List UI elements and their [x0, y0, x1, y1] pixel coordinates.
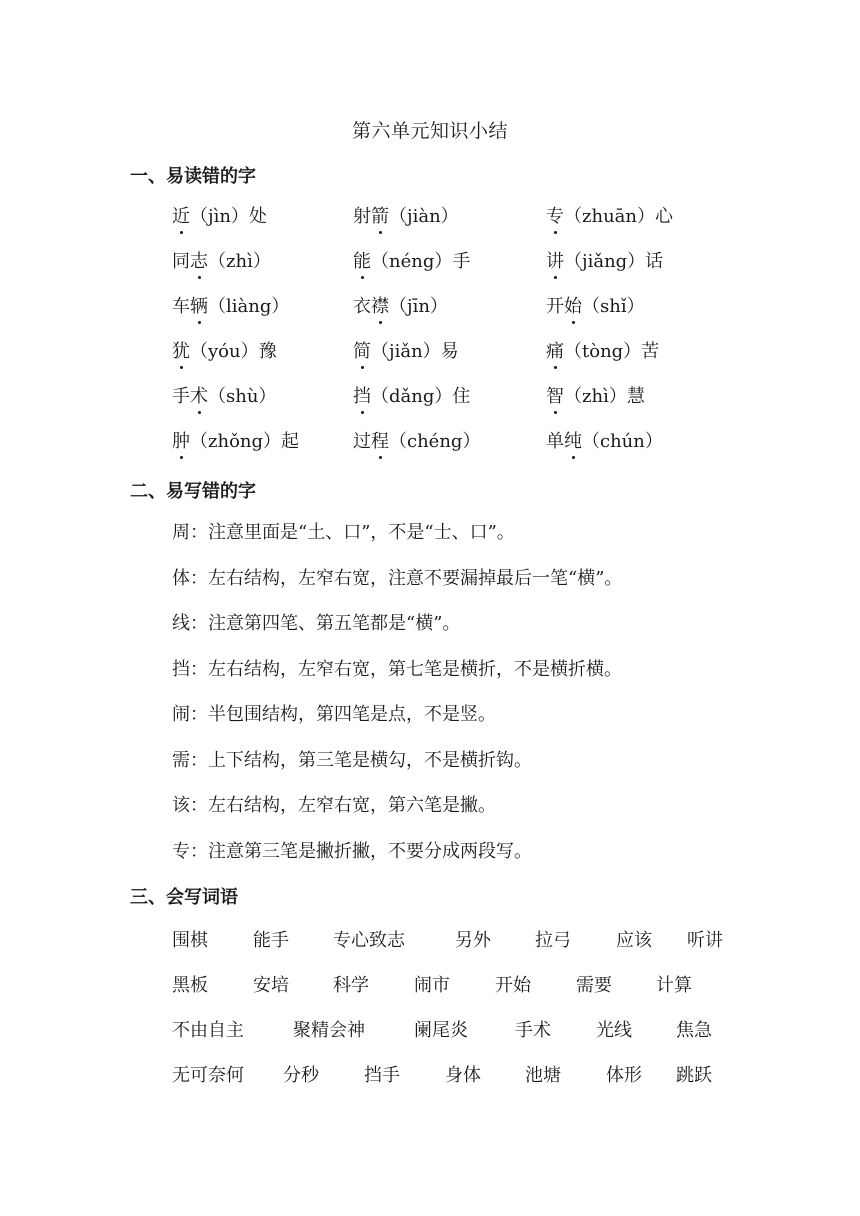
misread-word — [172, 292, 289, 318]
emphasized-character: 肿 — [172, 427, 190, 453]
pinyin-and-suffix: （tòng）苦 — [564, 341, 660, 362]
section-heading-easily-miswritten: 二、易写错的字 — [130, 481, 256, 502]
word-prefix: 衣 — [353, 296, 371, 317]
pinyin-and-suffix: （liàng） — [208, 296, 290, 317]
vocabulary-word: 能手 — [253, 930, 289, 951]
pinyin-and-suffix: （zhì）慧 — [564, 386, 645, 407]
misread-word — [546, 337, 659, 363]
emphasized-character: 智 — [546, 382, 564, 408]
emphasized-character: 箭 — [371, 202, 389, 228]
emphasized-character: 志 — [190, 247, 208, 273]
misread-word — [353, 337, 459, 363]
misread-word — [172, 427, 299, 453]
vocabulary-word: 手术 — [515, 1020, 551, 1041]
pinyin-and-suffix: （chún） — [582, 431, 663, 452]
emphasized-character: 程 — [371, 427, 389, 453]
section-heading-easily-misread: 一、易读错的字 — [130, 166, 256, 187]
pinyin-and-suffix: （zhuān）心 — [564, 206, 673, 227]
pinyin-and-suffix: （néng）手 — [371, 251, 471, 272]
emphasized-character: 辆 — [190, 292, 208, 318]
emphasized-character: 痛 — [546, 337, 564, 363]
vocabulary-word: 体形 — [606, 1065, 642, 1086]
emphasized-character: 简 — [353, 337, 371, 363]
word-prefix: 射 — [353, 206, 371, 227]
writing-note: 线：注意第四笔、第五笔都是“横”。 — [172, 613, 461, 634]
misread-word — [353, 292, 448, 318]
misread-word — [172, 202, 267, 228]
vocabulary-word: 开始 — [495, 975, 531, 996]
misread-word — [546, 427, 663, 453]
word-prefix: 单 — [546, 431, 564, 452]
misread-word — [172, 247, 271, 273]
pinyin-and-suffix: （dǎng）住 — [371, 386, 471, 407]
pinyin-and-suffix: （chéng） — [389, 431, 481, 452]
emphasized-character: 术 — [190, 382, 208, 408]
misread-word — [353, 382, 470, 408]
pinyin-and-suffix: （jiǎn）易 — [371, 341, 459, 362]
writing-note: 专：注意第三笔是撇折撇，不要分成两段写。 — [172, 840, 532, 862]
writing-note: 闹：半包围结构，第四笔是点，不是竖。 — [172, 704, 496, 725]
vocabulary-word: 分秒 — [283, 1065, 319, 1086]
word-prefix: 同 — [172, 251, 190, 272]
emphasized-character: 犹 — [172, 337, 190, 363]
vocabulary-word: 专心致志 — [333, 930, 405, 951]
vocabulary-word: 无可奈何 — [172, 1065, 244, 1086]
emphasized-character: 能 — [353, 247, 371, 273]
pinyin-and-suffix: （jīn） — [389, 296, 448, 317]
emphasized-character: 专 — [546, 202, 564, 228]
pinyin-and-suffix: （yóu）豫 — [190, 341, 277, 362]
vocabulary-word: 听讲 — [687, 930, 723, 951]
misread-word — [353, 202, 459, 228]
vocabulary-word: 跳跃 — [676, 1065, 712, 1086]
pinyin-and-suffix: （zhǒng）起 — [190, 431, 300, 452]
pinyin-and-suffix: （shù） — [208, 386, 277, 407]
vocabulary-word: 黑板 — [172, 975, 208, 996]
misread-word — [546, 202, 673, 228]
pinyin-and-suffix: （jìn）处 — [190, 206, 267, 227]
section-heading-writing-words: 三、会写词语 — [130, 887, 238, 908]
misread-word — [172, 382, 276, 408]
misread-word — [546, 382, 645, 408]
emphasized-character: 讲 — [546, 247, 564, 273]
vocabulary-word: 身体 — [445, 1065, 481, 1086]
vocabulary-word: 应该 — [616, 930, 652, 951]
emphasized-character: 挡 — [353, 382, 371, 408]
misread-word — [172, 337, 277, 363]
vocabulary-word: 池塘 — [525, 1065, 561, 1086]
emphasized-character: 始 — [564, 292, 582, 318]
pinyin-and-suffix: （jiàn） — [389, 206, 459, 227]
word-prefix: 过 — [353, 431, 371, 452]
page-title: 第六单元知识小结 — [351, 120, 508, 142]
word-prefix: 手 — [172, 386, 190, 407]
misread-word — [546, 247, 663, 273]
vocabulary-word: 聚精会神 — [293, 1020, 365, 1041]
writing-note: 体：左右结构，左窄右宽，注意不要漏掉最后一笔“横”。 — [172, 567, 623, 589]
writing-note: 需：上下结构，第三笔是横勾，不是横折钩。 — [172, 749, 532, 771]
pinyin-and-suffix: （zhì） — [208, 251, 271, 272]
vocabulary-word: 不由自主 — [172, 1020, 244, 1041]
vocabulary-word: 阑尾炎 — [414, 1020, 468, 1041]
pinyin-and-suffix: （shǐ） — [582, 296, 645, 317]
vocabulary-word: 安培 — [253, 975, 289, 996]
writing-note: 该：左右结构，左窄右宽，第六笔是撇。 — [172, 795, 496, 816]
vocabulary-word: 计算 — [656, 975, 692, 996]
writing-note: 挡：左右结构，左窄右宽，第七笔是横折，不是横折横。 — [172, 658, 622, 680]
emphasized-character: 襟 — [371, 292, 389, 318]
misread-word — [353, 427, 480, 453]
word-prefix: 开 — [546, 296, 564, 317]
vocabulary-word: 科学 — [333, 975, 369, 996]
pinyin-and-suffix: （jiǎng）话 — [564, 251, 664, 272]
vocabulary-word: 闹市 — [414, 975, 450, 996]
emphasized-character: 近 — [172, 202, 190, 228]
vocabulary-word: 焦急 — [676, 1020, 712, 1041]
misread-word — [353, 247, 470, 273]
vocabulary-word: 挡手 — [364, 1065, 400, 1086]
vocabulary-word: 需要 — [576, 975, 612, 996]
vocabulary-word: 围棋 — [172, 930, 208, 951]
word-prefix: 车 — [172, 296, 190, 317]
vocabulary-word: 光线 — [596, 1020, 632, 1041]
vocabulary-word: 拉弓 — [535, 930, 571, 951]
misread-word — [546, 292, 645, 318]
emphasized-character: 纯 — [564, 427, 582, 453]
writing-note: 周：注意里面是“土、口”，不是“士、口”。 — [172, 522, 515, 543]
vocabulary-word: 另外 — [455, 930, 491, 951]
